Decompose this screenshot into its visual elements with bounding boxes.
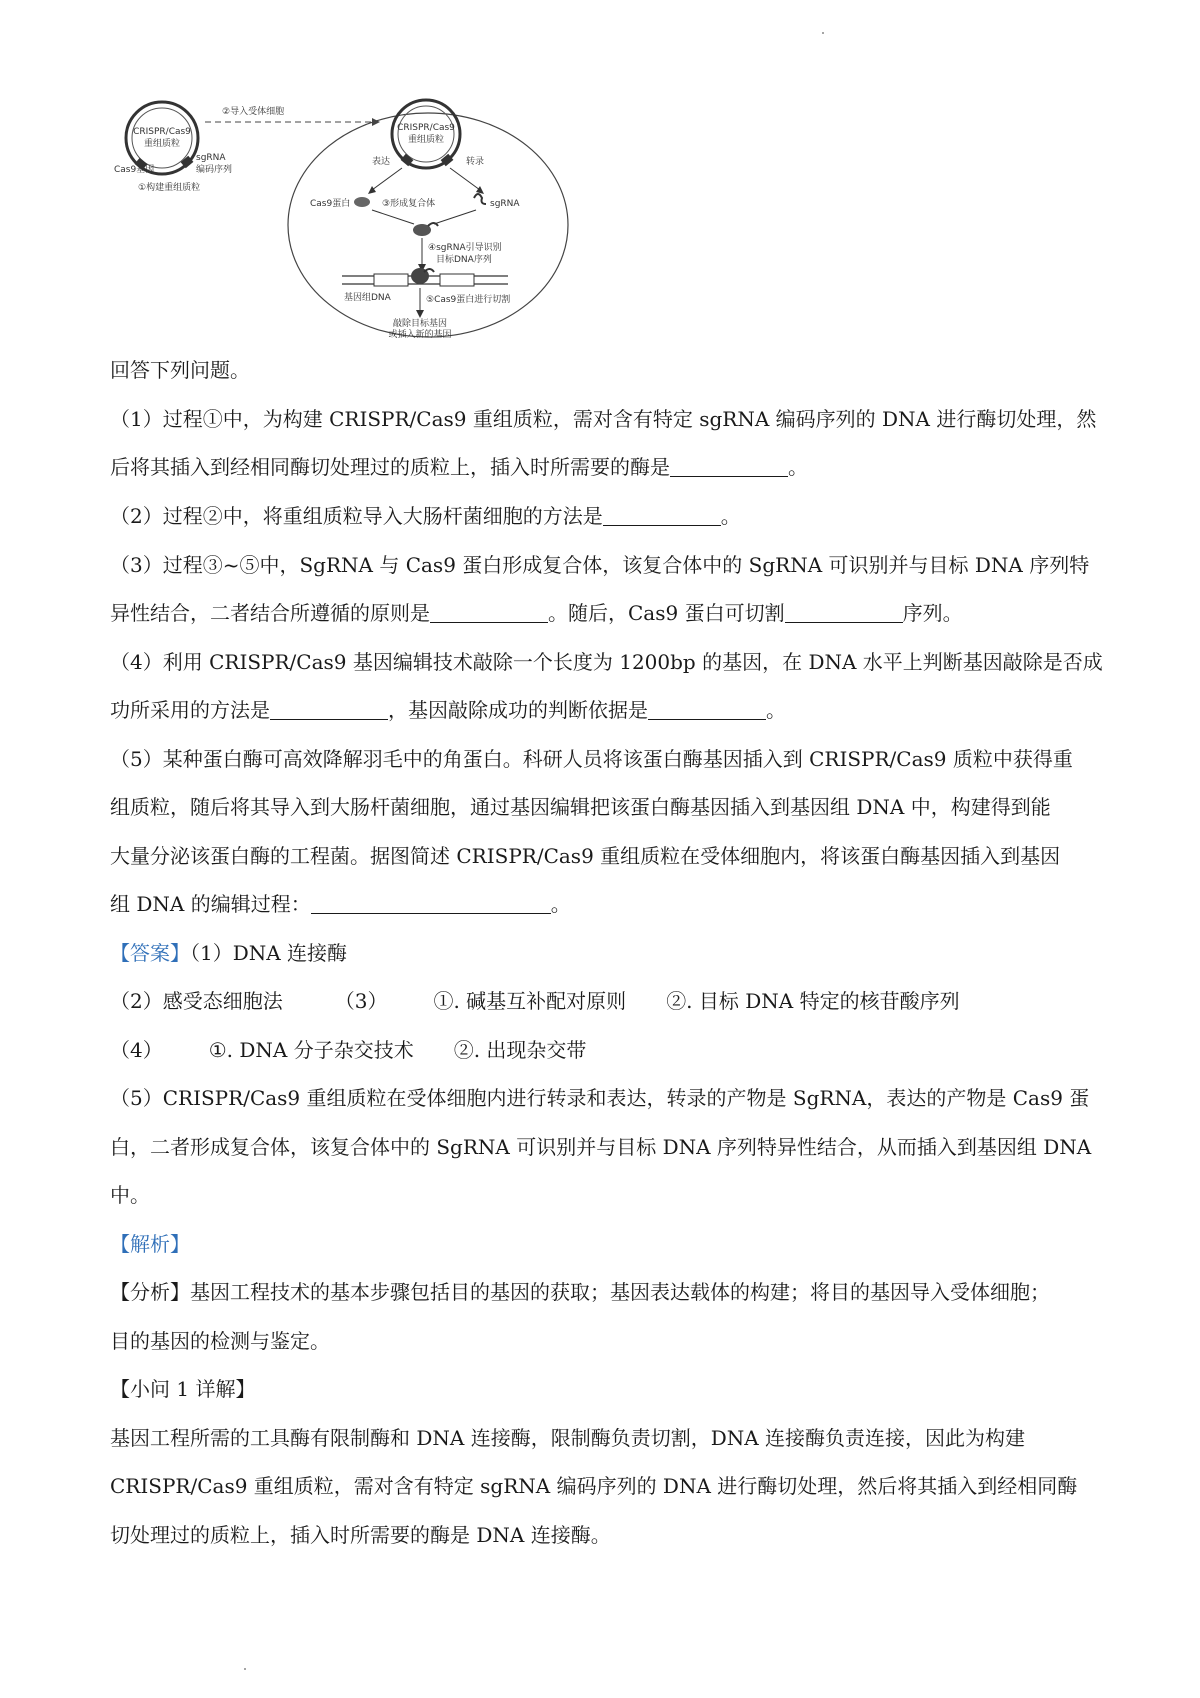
- sgrna-label: sgRNA: [196, 153, 226, 163]
- detail-line-3: 切处理过的质粒上，插入时所需要的酶是 DNA 连接酶。: [110, 1523, 611, 1547]
- q5-line-1: （5）某种蛋白酶可高效降解羽毛中的角蛋白。科研人员将该蛋白酶基因插入到 CRISPR/Cas9 质粒中获得重: [110, 747, 1073, 771]
- detail-line-1: 基因工程所需的工具酶有限制酶和 DNA 连接酶，限制酶负责切割，DNA 连接酶负责连接，因此为构建: [110, 1426, 1026, 1450]
- plasmid-2-label-1: CRISPR/Cas9: [397, 123, 455, 133]
- answer-tag: 【答案】: [110, 941, 190, 965]
- analysis-tag: 【解析】: [110, 1232, 190, 1256]
- intro-text: 回答下列问题。: [110, 358, 250, 382]
- answer-line-4: （5）CRISPR/Cas9 重组质粒在受体细胞内进行转录和表达，转录的产物是 SgRNA，表达的产物是 Cas9 蛋: [110, 1086, 1090, 1110]
- answer-line-1: 【答案】（1）DNA 连接酶: [110, 941, 348, 965]
- genome-dna-label: 基因组DNA: [344, 293, 391, 303]
- crispr-diagram: [110, 90, 630, 340]
- scan-dot: [822, 32, 824, 34]
- transcription-label: 转录: [466, 157, 485, 167]
- sgrna-shape: [474, 194, 486, 204]
- answer-line-6: 中。: [110, 1183, 150, 1207]
- answer-blank[interactable]: [603, 505, 721, 526]
- step-5-label: ⑤Cas9蛋白进行切割: [426, 295, 511, 305]
- q1-line-1: （1）过程①中，为构建 CRISPR/Cas9 重组质粒，需对含有特定 sgRNA 编码序列的 DNA 进行酶切处理，然: [110, 407, 1097, 431]
- plasmid-2-label-2: 重组质粒: [407, 135, 445, 145]
- answer-blank[interactable]: [311, 893, 551, 914]
- cas9-protein-label: Cas9蛋白: [310, 199, 351, 209]
- answer-blank[interactable]: [430, 602, 548, 623]
- q4-line-2: 功所采用的方法是 ，基因敲除成功的判断依据是 。: [110, 698, 786, 722]
- sgrna-product-label: sgRNA: [490, 199, 520, 209]
- answer-line-5: 白，二者形成复合体，该复合体中的 SgRNA 可识别并与目标 DNA 序列特异性结合，从而插入到基因组 DNA: [110, 1135, 1092, 1159]
- q5-line-4: 组 DNA 的编辑过程： 。: [110, 892, 571, 916]
- answer-blank[interactable]: [785, 602, 903, 623]
- q5-line-3: 大量分泌该蛋白酶的工程菌。据图简述 CRISPR/Cas9 重组质粒在受体细胞内，将该蛋白酶基因插入到基因: [110, 844, 1061, 868]
- plasmid-1-label-1: CRISPR/Cas9: [133, 127, 191, 137]
- result-label-1: 敲除目标基因: [392, 319, 448, 329]
- q3-line-2: 异性结合，二者结合所遵循的原则是 。随后，Cas9 蛋白可切割 序列。: [110, 601, 963, 625]
- expression-label: 表达: [372, 157, 391, 167]
- step-4-label-2: 目标DNA序列: [436, 255, 492, 265]
- sub-question-heading: 【小问 1 详解】: [110, 1377, 256, 1401]
- answer-line-2: （2）感受态细胞法 （3） ①. 碱基互补配对原则 ②. 目标 DNA 特定的核苷酸序列: [110, 989, 960, 1013]
- step-2-label: ②导入受体细胞: [222, 107, 285, 117]
- analysis-line-1: 【分析】基因工程技术的基本步骤包括目的基因的获取；基因表达载体的构建；将目的基因导入受体细胞；: [110, 1280, 1050, 1304]
- detail-line-2: CRISPR/Cas9 重组质粒，需对含有特定 sgRNA 编码序列的 DNA 进行酶切处理，然后将其插入到经相同酶: [110, 1474, 1078, 1498]
- cas9-protein-shape: [354, 197, 370, 207]
- answer-blank[interactable]: [648, 699, 766, 720]
- plasmid-1-label-2: 重组质粒: [143, 139, 181, 149]
- q5-line-2: 组质粒，随后将其导入到大肠杆菌细胞，通过基因编辑把该蛋白酶基因插入到基因组 DNA 中，构建得到能: [110, 795, 1051, 819]
- step-1-label: ①构建重组质粒: [138, 183, 201, 193]
- answer-blank[interactable]: [670, 456, 788, 477]
- cas9-gene-label: Cas9基因: [114, 165, 155, 175]
- result-label-2: 或插入新的基因: [388, 330, 452, 340]
- answer-blank[interactable]: [270, 699, 388, 720]
- sgrna-seq-label: 编码序列: [196, 165, 233, 175]
- q3-line-1: （3）过程③~⑤中，SgRNA 与 Cas9 蛋白形成复合体，该复合体中的 SgRNA 可识别并与目标 DNA 序列特: [110, 553, 1090, 577]
- answer-line-3: （4） ①. DNA 分子杂交技术 ②. 出现杂交带: [110, 1038, 587, 1062]
- step-3-label: ③形成复合体: [382, 199, 436, 209]
- step-4-label-1: ④sgRNA引导识别: [428, 243, 502, 253]
- q4-line-1: （4）利用 CRISPR/Cas9 基因编辑技术敲除一个长度为 1200bp 的基因，在 DNA 水平上判断基因敲除是否成: [110, 650, 1103, 674]
- scan-dot: [244, 1668, 246, 1670]
- q1-line-2: 后将其插入到经相同酶切处理过的质粒上，插入时所需要的酶是 。: [110, 455, 808, 479]
- q2-line-1: （2）过程②中，将重组质粒导入大肠杆菌细胞的方法是 。: [110, 504, 741, 528]
- analysis-line-2: 目的基因的检测与鉴定。: [110, 1329, 330, 1353]
